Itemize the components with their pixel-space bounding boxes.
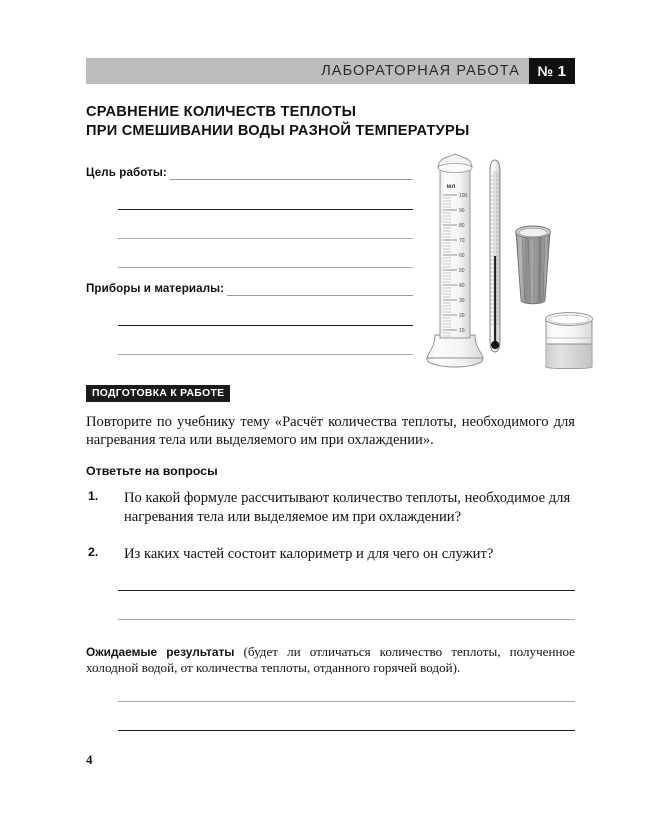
expected-results-block [86,644,575,676]
cylinder-unit-label: мл [446,183,456,190]
question-item [86,489,575,526]
question-number: 2. [88,545,99,560]
expected-line-2[interactable] [118,730,575,731]
answer-lines-q2 [86,564,575,622]
lab-header-label: ЛАБОРАТОРНАЯ РАБОТА [321,63,520,79]
questions-heading: Ответьте на вопросы [86,464,218,479]
svg-text:70: 70 [459,238,465,244]
answer-line-1[interactable] [118,590,575,591]
graduated-cylinder-icon [427,154,483,367]
expected-results-label: Ожидаемые результаты [86,644,235,659]
svg-text:20: 20 [459,313,465,319]
question-text: Из каких частей состоит калориметр и для чего он служит? [124,546,494,563]
form-block [86,164,575,379]
number-sign: № [537,63,554,79]
question-text: По какой формуле рассчитывают количество теплоты, необходимое для нагревания тела или выделяемое им при охлаждении? [124,490,571,525]
equipment-line-2[interactable] [118,325,413,326]
equipment-label: Приборы и материалы: [86,282,225,295]
questions-list [86,489,575,564]
goal-line-3[interactable] [118,238,413,239]
equipment-line-3[interactable] [118,354,413,355]
svg-text:100: 100 [459,193,468,199]
question-item [86,545,575,564]
expected-results-text: (будет ли отличаться количество теплоты, полученное холодной водой, от количества теплоты, отданного горячей водой). [86,643,575,676]
svg-text:90: 90 [459,208,465,214]
calorimeter-cup-icon [516,226,551,304]
answer-line-2[interactable] [118,619,575,620]
equipment-line-1[interactable] [227,295,413,296]
svg-text:40: 40 [459,283,465,289]
section-tag-preparation: ПОДГОТОВКА К РАБОТЕ [86,385,230,402]
lab-number-value: 1 [557,62,567,80]
beaker-with-water-icon [546,313,593,369]
svg-text:30: 30 [459,298,465,304]
equipment-svg [424,152,604,374]
thermometer-icon [490,160,500,352]
lab-equipment-illustration [424,152,604,374]
page-number: 4 [86,752,93,767]
preparation-paragraph: Повторите по учебнику тему «Расчёт количества теплоты, необходимого для нагревания тела или выделяемого им при охлаждении». [86,414,575,448]
answer-lines-expected [86,680,575,740]
svg-text:60: 60 [459,253,465,259]
expected-line-1[interactable] [118,701,575,702]
goal-label: Цель работы: [86,166,167,179]
goal-line-1[interactable] [170,179,413,180]
svg-text:10: 10 [459,328,465,334]
svg-text:80: 80 [459,223,465,229]
lab-header-bar [86,58,575,84]
page-content [86,58,575,740]
page-title-line2: ПРИ СМЕШИВАНИИ ВОДЫ РАЗНОЙ ТЕМПЕРАТУРЫ [86,123,470,139]
page-title-line1: СРАВНЕНИЕ КОЛИЧЕСТВ ТЕПЛОТЫ [86,104,357,120]
svg-text:50: 50 [459,268,465,274]
page-title [86,103,575,141]
goal-line-4[interactable] [118,267,413,268]
goal-line-2[interactable] [118,209,413,210]
lab-number-badge [529,58,575,84]
question-number: 1. [88,489,99,504]
